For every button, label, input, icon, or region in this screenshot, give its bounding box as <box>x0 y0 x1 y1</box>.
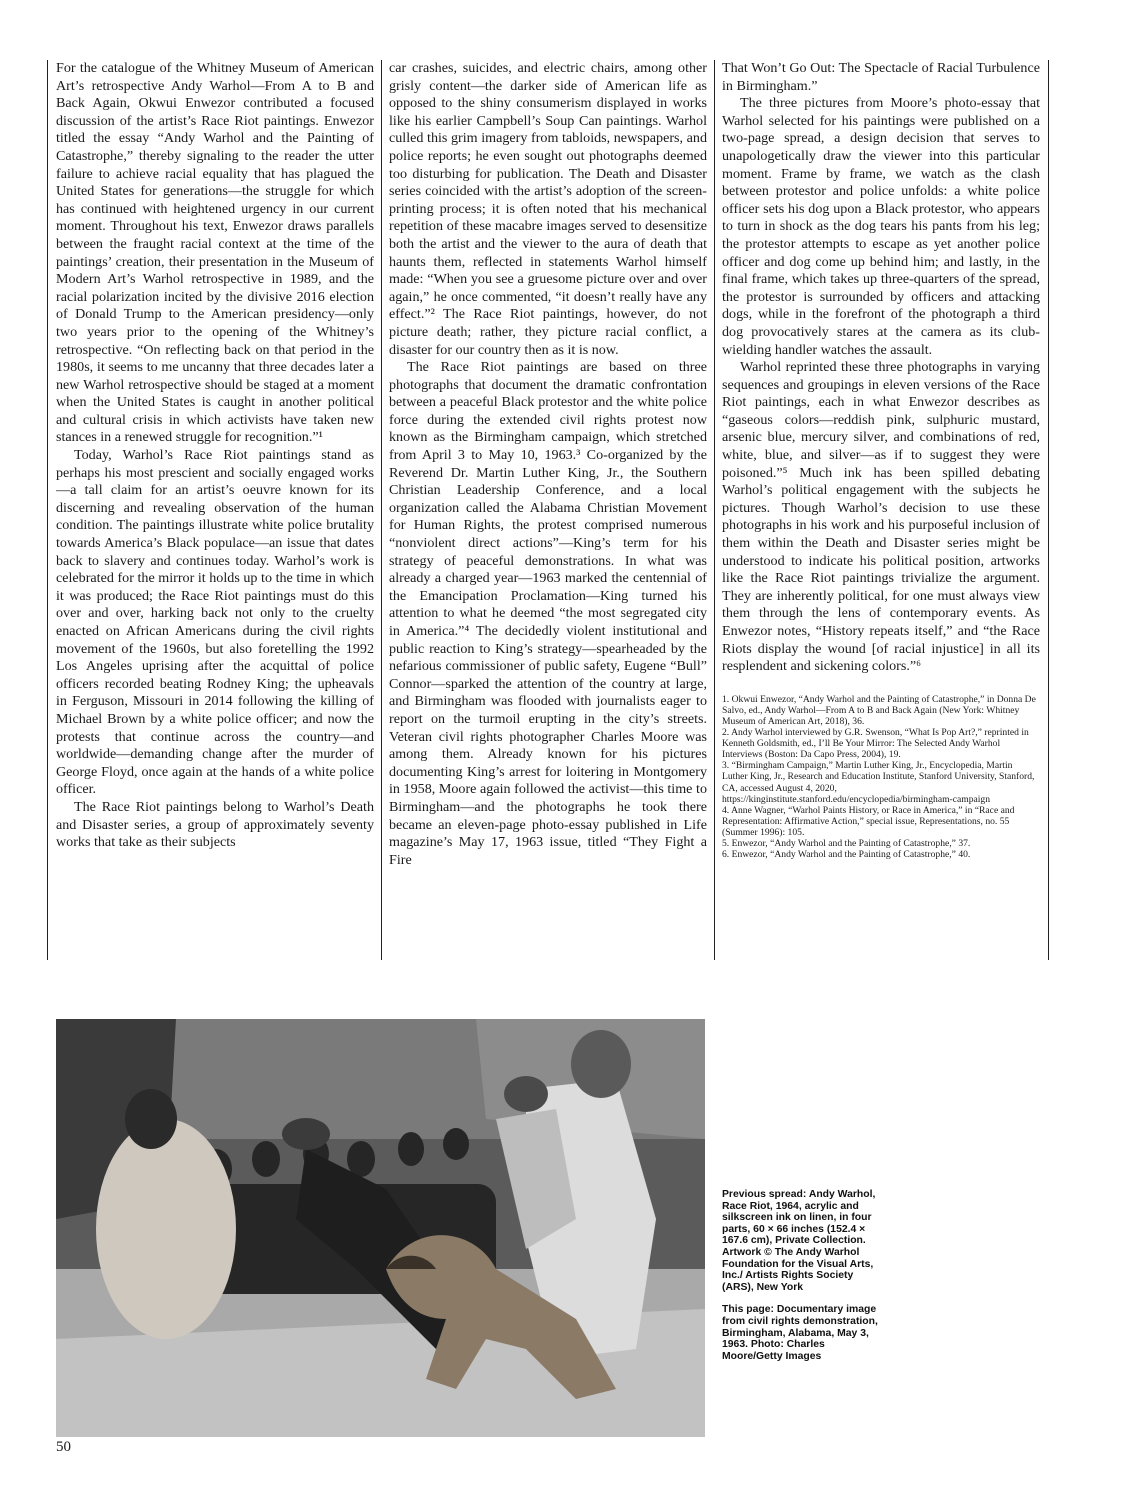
paragraph: Warhol reprinted these three photographs in varying sequences and groupings in eleven versions of the Race Riot paintings, each in what Enwezor describes as “gaseous colors—reddish pink, sulphuric mustard, arsenic blue, mercury silver, and combinations of red, white, blue, and silver—as if to suggest they were poisoned.”⁵ Much ink has been spilled debating Warhol’s political engagement with the subjects he pictures. Though Warhol’s decision to use these photographs in his work and his purposeful inclusion of them within the Death and Disaster series might be understood to indicate his political position, artworks like the Race Riot paintings trivialize the argument. They are inherently political, for one must always view them through the lens of contemporary events. As Enwezor notes, “History repeats itself,” and “the Race Riots display the wound [of racial injustice] in all its resplendent and sickening colors.”⁶ <box>722 359 1040 675</box>
footnote: 1. Okwui Enwezor, “Andy Warhol and the Painting of Catastrophe,” in Donna De Salvo, ed., Andy Warhol—From A to B and Back Again (New York: Whitney Museum of American Art, 2018), 36. <box>722 693 1036 727</box>
footnote: 4. Anne Wagner, “Warhol Paints History, or Race in America,” in “Race and Representation: Affirmative Action,” special issue, Representations, no. 55 (Summer 1996): 105. <box>722 804 1015 838</box>
page-number: 50 <box>56 1439 71 1455</box>
column-rule <box>714 60 715 960</box>
column-rule <box>1048 60 1049 960</box>
paragraph: Today, Warhol’s Race Riot paintings stand as perhaps his most prescient and socially engaged works—a tall claim for an artist’s oeuvre known for its discerning and revealing observation of the human condition. The paintings illustrate white police brutality towards America’s Black populace—an issue that dates back to slavery and continues today. Warhol’s work is celebrated for the mirror it holds up to the time in which it was produced; the Race Riot paintings must do this over and over, harking back not only to the cruelty enacted on African Americans during the civil rights movement of the 1960s, but also foretelling the 1992 Los Angeles uprising after the acquittal of police officers recorded beating Rodney King; the upheavals in Ferguson, Missouri in 2014 following the killing of Michael Brown by a white police officer; and now the protests that continue across the country—and worldwide—demanding change after the murder of George Floyd, once again at the hands of a white police officer. <box>56 447 374 798</box>
caption-previous-spread: Previous spread: Andy Warhol, Race Riot, 1964, acrylic and silkscreen ink on linen, in four parts, 60 × 66 inches (152.4 × 167.6 cm), Private Collection. Artwork © The Andy Warhol Foundation for the Visual Arts, Inc./ Artists Rights Society (ARS), New York <box>722 1189 876 1293</box>
paragraph: For the catalogue of the Whitney Museum of American Art’s retrospective Andy Warhol—From A to B and Back Again, Okwui Enwezor contributed a focused discussion of the artist’s Race Riot paintings. Enwezor titled the essay “Andy Warhol and the Painting of Catastrophe,” thereby signaling to the reader the utter failure to achieve racial equality that has plagued the United States for generations—the struggle for which has continued with heightened urgency in our current moment. Throughout his text, Enwezor draws parallels between the fraught racial context at the time of the paintings’ creation, their presentation in the Museum of Modern Art’s Warhol retrospective in 1989, and the racial polarization incited by the divisive 2016 election of Donald Trump to the American presidency—only two years prior to the opening of the Whitney’s retrospective. “On reflecting back on that period in the 1980s, it seems to me uncanny that three decades later a new Warhol retrospective should be staged at a moment when the United States is caught in another political and cultural crisis in which activists have taken new stances in a renewed struggle for recognition.”¹ <box>56 60 374 446</box>
footnote: 5. Enwezor, “Andy Warhol and the Painting of Catastrophe,” 37. <box>722 838 971 849</box>
text-column-2 <box>389 60 707 960</box>
caption-this-page: This page: Documentary image from civil rights demonstration, Birmingham, Alabama, May 3, 1963. Photo: Charles Moore/Getty Images <box>722 1304 878 1362</box>
footnotes <box>722 694 1040 860</box>
paragraph: That Won’t Go Out: The Spectacle of Racial Turbulence in Birmingham.” <box>722 60 1040 94</box>
paragraph: car crashes, suicides, and electric chairs, among other grisly content—the darker side of American life as opposed to the shiny consumerism displayed in works like his earlier Campbell’s Soup Can paintings. Warhol culled this grim imagery from tabloids, newspapers, and police reports; he even sought out photographs deemed too disturbing for publication. The Death and Disaster series coincided with the artist’s adoption of the screen-printing process; it is often noted that his mechanical repetition of these macabre images served to desensitize both the artist and the viewer to the aura of death that haunts them, reflected in statements Warhol himself made: “When you see a gruesome picture over and over again,” he once commented, “it doesn’t really have any effect.”² The Race Riot paintings, however, do not picture death; rather, they picture racial conflict, a disaster for our country then as it is now. <box>389 60 707 358</box>
column-rule <box>47 60 48 960</box>
footnote: 6. Enwezor, “Andy Warhol and the Painting of Catastrophe,” 40. <box>722 849 971 861</box>
text-column-3 <box>722 60 1040 960</box>
column-rule <box>381 60 382 960</box>
footnote: 2. Andy Warhol interviewed by G.R. Swenson, “What Is Pop Art?,” reprinted in Kenneth Goldsmith, ed., I’ll Be Your Mirror: The Selected Andy Warhol Interviews (Boston: Da Capo Press, 2004), 19. <box>722 727 1029 761</box>
paragraph: The Race Riot paintings belong to Warhol’s Death and Disaster series, a group of approximately seventy works that take as their subjects <box>56 798 374 851</box>
documentary-photo <box>56 1019 705 1437</box>
text-column-1 <box>56 60 374 960</box>
footnote: 3. “Birmingham Campaign,” Martin Luther King, Jr., Encyclopedia, Martin Luther King, Jr., Research and Education Institute, Stanford University, Stanford, CA, accessed August 4, 2020, https://kinginstitute.stanford.edu/encyclopedia/birmingham-campaign <box>722 760 1035 805</box>
photo-caption <box>722 1189 882 1373</box>
paragraph: The Race Riot paintings are based on three photographs that document the dramatic confrontation between a peaceful Black protestor and the white police force during the extended civil rights protest now known as the Birmingham campaign, which stretched from April 3 to May 10, 1963.³ Co-organized by the Reverend Dr. Martin Luther King, Jr., the Southern Christian Leadership Conference, and a local organization called the Alabama Christian Movement for Human Rights, the protest comprised numerous “nonviolent direct actions”—King’s term for his strategy of peaceful demonstrations. In what was already a charged year—1963 marked the centennial of the Emancipation Proclamation—King turned his attention to what he deemed “the most segregated city in America.”⁴ The decidedly violent institutional and public reaction to King’s strategy—spearheaded by the nefarious commissioner of public safety, Eugene “Bull” Connor—sparked the attention of the country at large, and Birmingham was flooded with journalists eager to report on the turmoil erupting in the city’s streets. Veteran civil rights photographer Charles Moore was among them. Already known for his pictures documenting King’s arrest for loitering in Montgomery in 1958, Moore again followed the activist—this time to Birmingham—and the photographs he took there became an eleven-page photo-essay published in Life magazine’s May 17, 1963 issue, titled “They Fight a Fire <box>389 359 707 868</box>
paragraph: The three pictures from Moore’s photo-essay that Warhol selected for his paintings were published on a two-page spread, a design decision that serves to unapologetically draw the viewer into this particular moment. Frame by frame, we watch as the clash between protestor and police unfolds: a white police officer sets his dog upon a Black protestor, who appears to turn in shock as the dog tears his pants from his leg; the protestor attempts to escape as yet another police officer and dog come up behind him; and lastly, in the final frame, which takes up three-quarters of the spread, the protestor is surrounded by officers and attacking dogs, while in the forefront of the photograph a third dog provocatively stares at the camera as its club-wielding handler watches the assault. <box>722 95 1040 358</box>
photo-illustration <box>56 1019 705 1437</box>
